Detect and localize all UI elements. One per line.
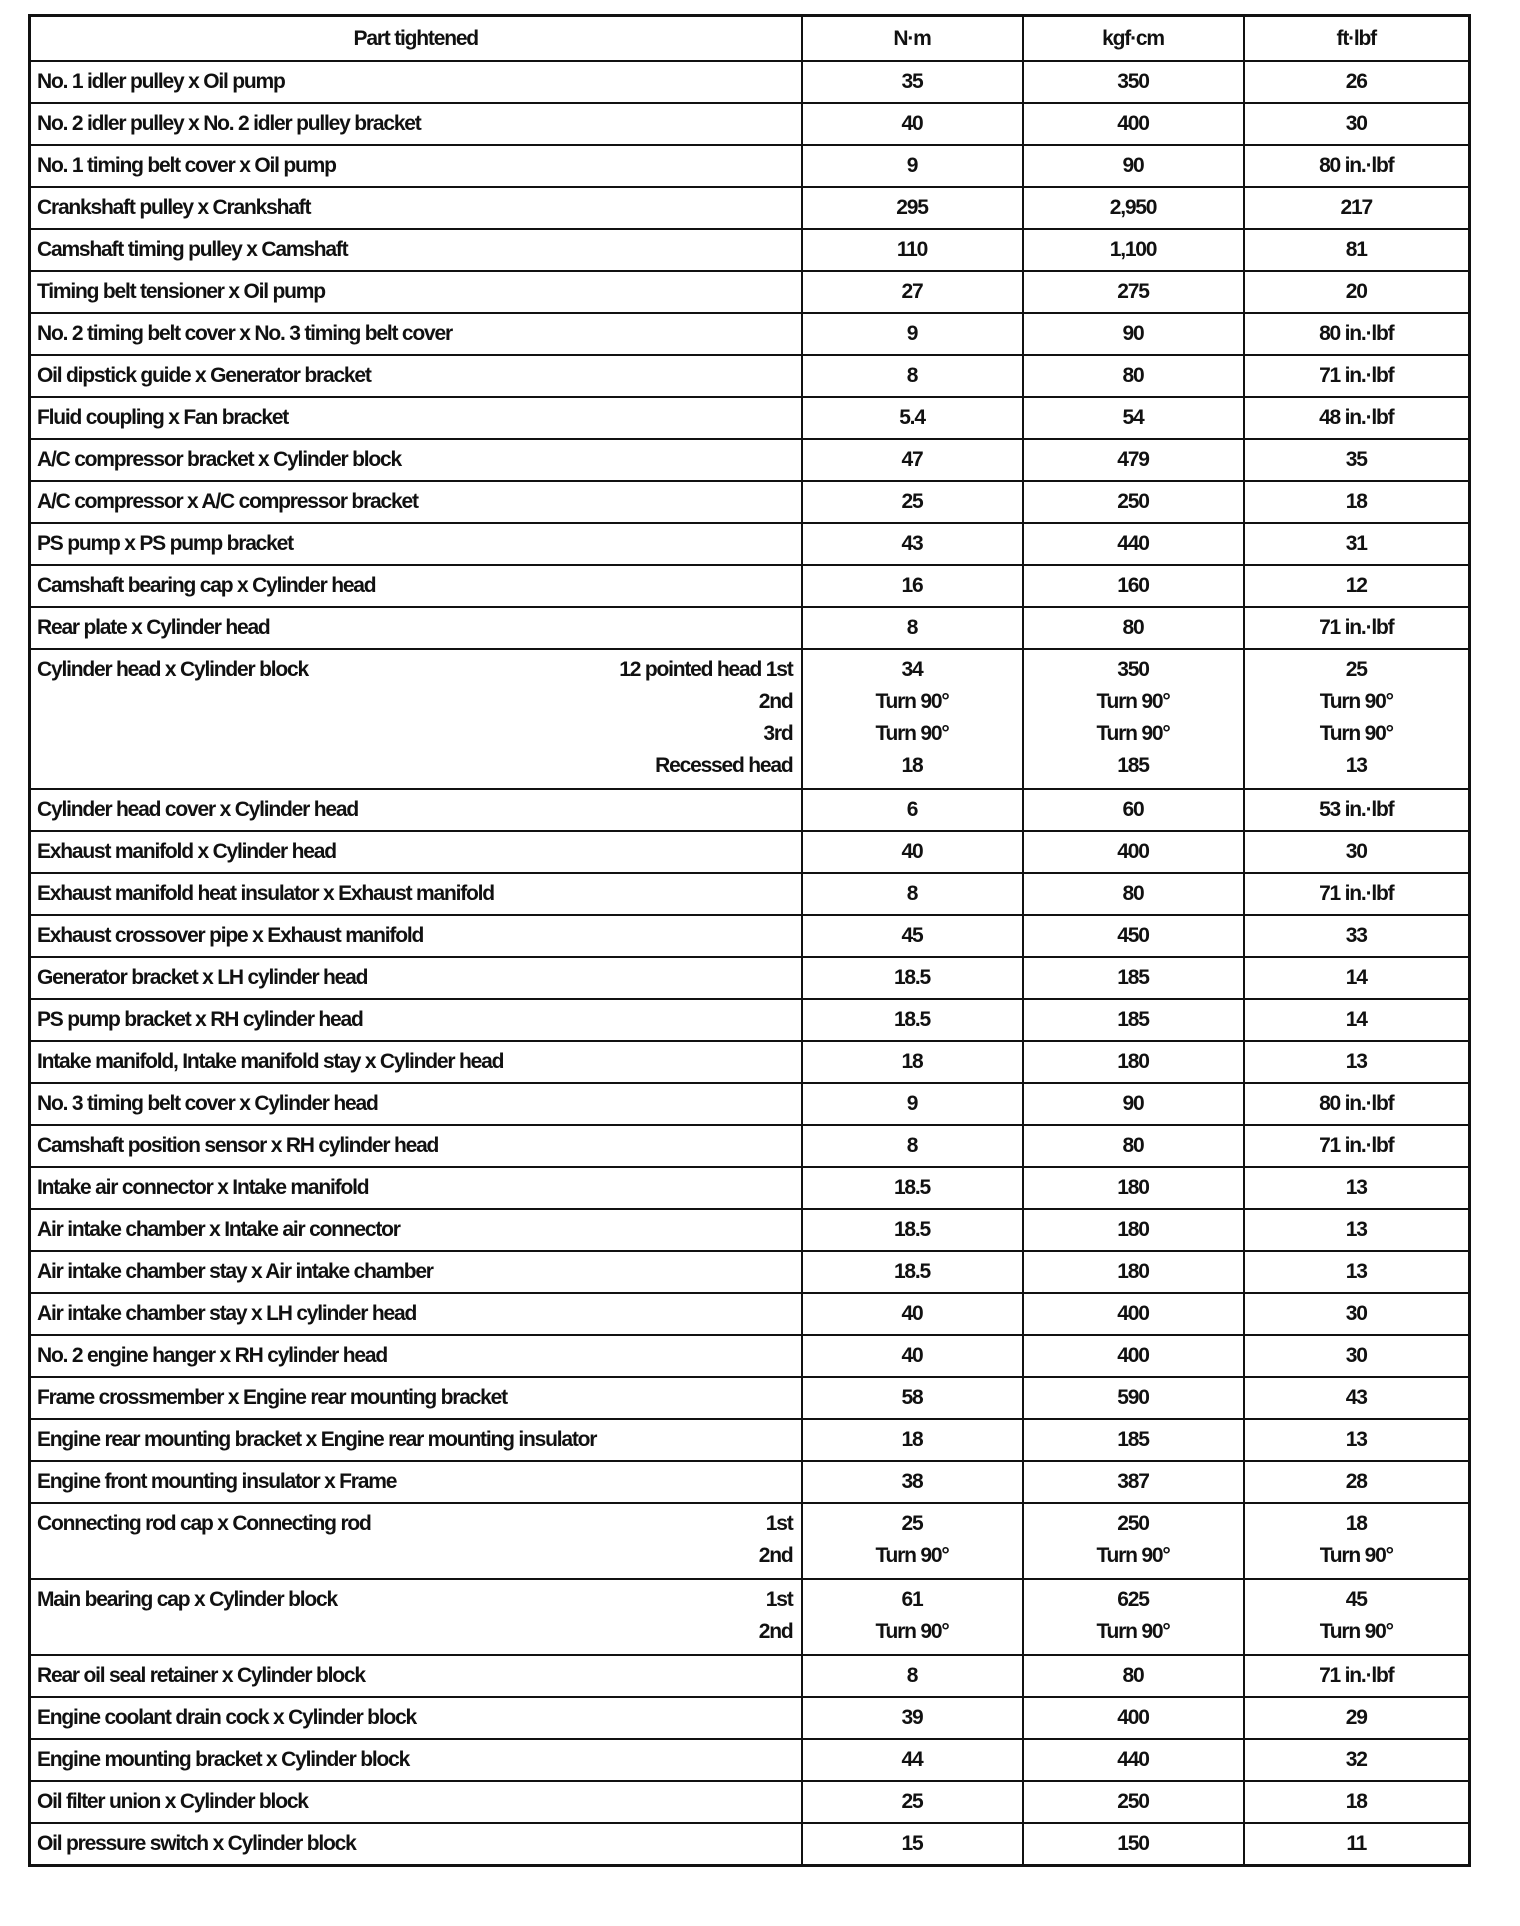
torque-ft-lbf-cell: 29: [1244, 1697, 1470, 1739]
torque-nm-cell: 47: [802, 439, 1023, 481]
torque-kgf-cm-cell: 80: [1023, 1125, 1244, 1167]
torque-ft-lbf-cell: 13: [1244, 1209, 1470, 1251]
torque-ft-lbf-cell: 31: [1244, 523, 1470, 565]
step-value: 13: [1345, 754, 1367, 777]
part-name: Connecting rod cap x Connecting rod: [37, 1512, 371, 1535]
torque-kgf-cm-cell: 80: [1023, 1655, 1244, 1697]
table-row: [30, 957, 1470, 999]
header-row: [30, 16, 1470, 62]
torque-nm-cell: 18.5: [802, 999, 1023, 1041]
part-tightened-cell: Rear plate x Cylinder head: [30, 607, 802, 649]
table-row: [30, 1461, 1470, 1503]
part-tightened-cell: Cylinder head cover x Cylinder head: [30, 789, 802, 831]
torque-kgf-cm-cell: 400: [1023, 1335, 1244, 1377]
torque-ft-lbf-cell: 28: [1244, 1461, 1470, 1503]
part-with-steps: [37, 1508, 801, 1572]
torque-nm-cell: 18: [802, 1041, 1023, 1083]
table-row: [30, 1377, 1470, 1419]
table-body: [30, 61, 1470, 1866]
table-row: [30, 1083, 1470, 1125]
step-value: Turn 90°: [875, 1544, 949, 1567]
torque-kgf-cm-cell: 400: [1023, 1697, 1244, 1739]
torque-ft-lbf-cell: 18: [1244, 1781, 1470, 1823]
table-row: [30, 1335, 1470, 1377]
step-value: Turn 90°: [1096, 722, 1170, 745]
part-tightened-cell: Timing belt tensioner x Oil pump: [30, 271, 802, 313]
table-row: [30, 61, 1470, 103]
part-tightened-cell: No. 2 idler pulley x No. 2 idler pulley bracket: [30, 103, 802, 145]
torque-nm-cell: 45: [802, 915, 1023, 957]
part-tightened-cell: Oil dipstick guide x Generator bracket: [30, 355, 802, 397]
step-value: Turn 90°: [875, 722, 949, 745]
torque-nm-cell: 25: [802, 481, 1023, 523]
torque-nm-cell: 9: [802, 145, 1023, 187]
torque-kgf-cm-cell: 250: [1023, 1781, 1244, 1823]
torque-ft-lbf-cell: 13: [1244, 1167, 1470, 1209]
torque-nm-cell: 43: [802, 523, 1023, 565]
torque-ft-lbf-cell: 12: [1244, 565, 1470, 607]
torque-kgf-cm-cell: 185: [1023, 1419, 1244, 1461]
part-tightened-cell: A/C compressor bracket x Cylinder block: [30, 439, 802, 481]
torque-nm-cell: 18.5: [802, 1167, 1023, 1209]
torque-kgf-cm-cell: 180: [1023, 1041, 1244, 1083]
torque-kgf-cm-cell: 80: [1023, 355, 1244, 397]
table-row: [30, 481, 1470, 523]
torque-ft-lbf-cell: 35: [1244, 439, 1470, 481]
table-row: [30, 649, 1470, 789]
table-row: [30, 789, 1470, 831]
torque-nm-cell: 110: [802, 229, 1023, 271]
part-tightened-cell: PS pump bracket x RH cylinder head: [30, 999, 802, 1041]
step-value: 61: [901, 1588, 923, 1611]
part-tightened-cell: PS pump x PS pump bracket: [30, 523, 802, 565]
torque-nm-cell: 18.5: [802, 957, 1023, 999]
part-tightened-cell: Engine front mounting insulator x Frame: [30, 1461, 802, 1503]
torque-nm-cell: 58: [802, 1377, 1023, 1419]
header-part-tightened: Part tightened: [30, 16, 802, 62]
torque-kgf-cm-cell: 400: [1023, 831, 1244, 873]
step-value: 34: [901, 658, 923, 681]
table-row: [30, 523, 1470, 565]
torque-nm-cell: 8: [802, 873, 1023, 915]
torque-nm-cell: 35: [802, 61, 1023, 103]
torque-kgf-cm-cell: 440: [1023, 1739, 1244, 1781]
header-ft-lbf: ft·lbf: [1244, 16, 1470, 62]
part-tightened-cell: No. 2 timing belt cover x No. 3 timing belt cover: [30, 313, 802, 355]
table-row: [30, 1209, 1470, 1251]
table-row: [30, 355, 1470, 397]
table-row: [30, 1251, 1470, 1293]
part-tightened-cell: Air intake chamber stay x Air intake chamber: [30, 1251, 802, 1293]
torque-kgf-cm-cell: 479: [1023, 439, 1244, 481]
table-row: [30, 187, 1470, 229]
torque-kgf-cm-cell: 250: [1023, 481, 1244, 523]
header-newton-meter: N·m: [802, 16, 1023, 62]
torque-ft-lbf-cell: 71 in.·lbf: [1244, 355, 1470, 397]
torque-kgf-cm-cell: 80: [1023, 873, 1244, 915]
table-row: [30, 1655, 1470, 1697]
torque-ft-lbf-cell: 217: [1244, 187, 1470, 229]
torque-nm-cell: 8: [802, 1655, 1023, 1697]
torque-ft-lbf-cell: 13: [1244, 1419, 1470, 1461]
step-value: 18: [1345, 1512, 1367, 1535]
table-row: [30, 313, 1470, 355]
torque-ft-lbf-cell: 43: [1244, 1377, 1470, 1419]
part-tightened-cell: No. 1 timing belt cover x Oil pump: [30, 145, 802, 187]
torque-ft-lbf-cell: 33: [1244, 915, 1470, 957]
part-tightened-cell: Rear oil seal retainer x Cylinder block: [30, 1655, 802, 1697]
torque-ft-lbf-cell: 30: [1244, 831, 1470, 873]
torque-ft-lbf-cell: 13: [1244, 1041, 1470, 1083]
torque-nm-cell: 8: [802, 355, 1023, 397]
torque-nm-cell: 27: [802, 271, 1023, 313]
torque-nm-cell: 25: [802, 1781, 1023, 1823]
step-value: Turn 90°: [1096, 1544, 1170, 1567]
part-with-steps: [37, 654, 801, 782]
table-row: [30, 1503, 1470, 1579]
torque-kgf-cm-cell: 180: [1023, 1167, 1244, 1209]
step-labels: [759, 1508, 793, 1572]
torque-nm-cell: 6: [802, 789, 1023, 831]
part-tightened-cell: Air intake chamber x Intake air connector: [30, 1209, 802, 1251]
part-tightened-cell: Oil pressure switch x Cylinder block: [30, 1823, 802, 1866]
torque-ft-lbf-cell: 30: [1244, 1293, 1470, 1335]
step-label: 1st: [765, 1588, 793, 1611]
torque-nm-cell: 40: [802, 103, 1023, 145]
torque-ft-lbf-cell: 20: [1244, 271, 1470, 313]
torque-kgf-cm-cell: 2,950: [1023, 187, 1244, 229]
part-tightened-cell: [30, 649, 802, 789]
torque-ft-lbf-cell: [1244, 1579, 1470, 1655]
torque-ft-lbf-cell: 71 in.·lbf: [1244, 1125, 1470, 1167]
step-value: 18: [901, 754, 923, 777]
torque-kgf-cm-cell: 90: [1023, 145, 1244, 187]
step-value: Turn 90°: [1096, 1620, 1170, 1643]
table-row: [30, 1041, 1470, 1083]
part-tightened-cell: A/C compressor x A/C compressor bracket: [30, 481, 802, 523]
torque-nm-cell: 38: [802, 1461, 1023, 1503]
part-with-steps: [37, 1584, 801, 1648]
torque-nm-cell: 8: [802, 607, 1023, 649]
torque-ft-lbf-cell: 81: [1244, 229, 1470, 271]
table-row: [30, 565, 1470, 607]
torque-kgf-cm-cell: [1023, 1503, 1244, 1579]
part-tightened-cell: Oil filter union x Cylinder block: [30, 1781, 802, 1823]
part-tightened-cell: Exhaust manifold x Cylinder head: [30, 831, 802, 873]
table-header: [30, 16, 1470, 62]
step-value: 185: [1117, 754, 1149, 777]
part-name: Main bearing cap x Cylinder block: [37, 1588, 337, 1611]
step-value: 45: [1345, 1588, 1367, 1611]
part-tightened-cell: Engine rear mounting bracket x Engine rear mounting insulator: [30, 1419, 802, 1461]
table-row: [30, 1579, 1470, 1655]
torque-ft-lbf-cell: 13: [1244, 1251, 1470, 1293]
table-row: [30, 1781, 1470, 1823]
torque-kgf-cm-cell: 150: [1023, 1823, 1244, 1866]
part-tightened-cell: Air intake chamber stay x LH cylinder head: [30, 1293, 802, 1335]
table-row: [30, 607, 1470, 649]
torque-spec-sheet: [28, 14, 1468, 1867]
torque-ft-lbf-cell: 71 in.·lbf: [1244, 1655, 1470, 1697]
step-label: 2nd: [758, 1544, 793, 1567]
table-row: [30, 1167, 1470, 1209]
torque-ft-lbf-cell: 26: [1244, 61, 1470, 103]
torque-kgf-cm-cell: 350: [1023, 61, 1244, 103]
torque-nm-cell: 18.5: [802, 1209, 1023, 1251]
step-value: Turn 90°: [1319, 722, 1393, 745]
torque-ft-lbf-cell: 18: [1244, 481, 1470, 523]
step-label: Recessed head: [655, 754, 793, 777]
torque-spec-table: [28, 14, 1471, 1867]
torque-kgf-cm-cell: 400: [1023, 103, 1244, 145]
table-row: [30, 103, 1470, 145]
torque-nm-cell: 9: [802, 1083, 1023, 1125]
table-row: [30, 999, 1470, 1041]
torque-ft-lbf-cell: 30: [1244, 1335, 1470, 1377]
torque-nm-cell: 39: [802, 1697, 1023, 1739]
torque-nm-cell: [802, 1503, 1023, 1579]
torque-nm-cell: 8: [802, 1125, 1023, 1167]
table-row: [30, 229, 1470, 271]
torque-ft-lbf-cell: 80 in.·lbf: [1244, 313, 1470, 355]
torque-kgf-cm-cell: 590: [1023, 1377, 1244, 1419]
torque-kgf-cm-cell: 185: [1023, 957, 1244, 999]
torque-kgf-cm-cell: 387: [1023, 1461, 1244, 1503]
part-tightened-cell: Exhaust manifold heat insulator x Exhaust manifold: [30, 873, 802, 915]
torque-ft-lbf-cell: 14: [1244, 957, 1470, 999]
step-value: Turn 90°: [1319, 1620, 1393, 1643]
torque-ft-lbf-cell: 80 in.·lbf: [1244, 1083, 1470, 1125]
torque-nm-cell: 295: [802, 187, 1023, 229]
step-label: 2nd: [758, 1620, 793, 1643]
torque-ft-lbf-cell: 80 in.·lbf: [1244, 145, 1470, 187]
torque-nm-cell: 40: [802, 831, 1023, 873]
part-tightened-cell: No. 3 timing belt cover x Cylinder head: [30, 1083, 802, 1125]
step-label: 1st: [765, 1512, 793, 1535]
part-tightened-cell: Engine mounting bracket x Cylinder block: [30, 1739, 802, 1781]
part-tightened-cell: Frame crossmember x Engine rear mounting bracket: [30, 1377, 802, 1419]
torque-ft-lbf-cell: 71 in.·lbf: [1244, 873, 1470, 915]
table-row: [30, 397, 1470, 439]
part-name: Cylinder head x Cylinder block: [37, 658, 308, 681]
table-row: [30, 1823, 1470, 1866]
torque-ft-lbf-cell: 53 in.·lbf: [1244, 789, 1470, 831]
torque-kgf-cm-cell: 185: [1023, 999, 1244, 1041]
torque-nm-cell: 40: [802, 1335, 1023, 1377]
table-row: [30, 1419, 1470, 1461]
step-value: 625: [1117, 1588, 1149, 1611]
torque-kgf-cm-cell: 1,100: [1023, 229, 1244, 271]
part-tightened-cell: [30, 1579, 802, 1655]
table-row: [30, 145, 1470, 187]
step-labels: [759, 1584, 793, 1648]
table-row: [30, 1739, 1470, 1781]
part-tightened-cell: Generator bracket x LH cylinder head: [30, 957, 802, 999]
step-value: 25: [901, 1512, 923, 1535]
part-tightened-cell: Camshaft timing pulley x Camshaft: [30, 229, 802, 271]
torque-ft-lbf-cell: 30: [1244, 103, 1470, 145]
step-label: 12 pointed head 1st: [619, 658, 793, 681]
torque-kgf-cm-cell: 180: [1023, 1251, 1244, 1293]
step-value: Turn 90°: [1319, 1544, 1393, 1567]
table-row: [30, 1125, 1470, 1167]
table-row: [30, 915, 1470, 957]
torque-ft-lbf-cell: 48 in.·lbf: [1244, 397, 1470, 439]
torque-ft-lbf-cell: 11: [1244, 1823, 1470, 1866]
torque-ft-lbf-cell: 71 in.·lbf: [1244, 607, 1470, 649]
torque-kgf-cm-cell: 60: [1023, 789, 1244, 831]
torque-nm-cell: [802, 1579, 1023, 1655]
torque-kgf-cm-cell: 160: [1023, 565, 1244, 607]
part-tightened-cell: Intake air connector x Intake manifold: [30, 1167, 802, 1209]
torque-nm-cell: 5.4: [802, 397, 1023, 439]
step-label: 2nd: [758, 690, 793, 713]
part-tightened-cell: [30, 1503, 802, 1579]
torque-ft-lbf-cell: [1244, 649, 1470, 789]
torque-nm-cell: 44: [802, 1739, 1023, 1781]
torque-nm-cell: 18.5: [802, 1251, 1023, 1293]
part-tightened-cell: Exhaust crossover pipe x Exhaust manifold: [30, 915, 802, 957]
torque-kgf-cm-cell: 80: [1023, 607, 1244, 649]
step-value: Turn 90°: [1096, 690, 1170, 713]
torque-nm-cell: 18: [802, 1419, 1023, 1461]
header-kgf-cm: kgf·cm: [1023, 16, 1244, 62]
torque-ft-lbf-cell: 14: [1244, 999, 1470, 1041]
table-row: [30, 1293, 1470, 1335]
part-tightened-cell: No. 1 idler pulley x Oil pump: [30, 61, 802, 103]
step-value: 350: [1117, 658, 1149, 681]
part-tightened-cell: Crankshaft pulley x Crankshaft: [30, 187, 802, 229]
torque-kgf-cm-cell: 450: [1023, 915, 1244, 957]
step-value: Turn 90°: [875, 690, 949, 713]
torque-kgf-cm-cell: [1023, 1579, 1244, 1655]
step-labels: [619, 654, 792, 782]
step-label: 3rd: [763, 722, 793, 745]
torque-kgf-cm-cell: 90: [1023, 313, 1244, 355]
torque-nm-cell: 40: [802, 1293, 1023, 1335]
part-tightened-cell: Engine coolant drain cock x Cylinder block: [30, 1697, 802, 1739]
part-tightened-cell: Fluid coupling x Fan bracket: [30, 397, 802, 439]
torque-nm-cell: 16: [802, 565, 1023, 607]
torque-kgf-cm-cell: 275: [1023, 271, 1244, 313]
part-tightened-cell: Intake manifold, Intake manifold stay x Cylinder head: [30, 1041, 802, 1083]
torque-ft-lbf-cell: [1244, 1503, 1470, 1579]
part-tightened-cell: No. 2 engine hanger x RH cylinder head: [30, 1335, 802, 1377]
table-row: [30, 873, 1470, 915]
torque-nm-cell: 15: [802, 1823, 1023, 1866]
torque-kgf-cm-cell: 90: [1023, 1083, 1244, 1125]
step-value: Turn 90°: [875, 1620, 949, 1643]
torque-kgf-cm-cell: 180: [1023, 1209, 1244, 1251]
torque-kgf-cm-cell: [1023, 649, 1244, 789]
step-value: 250: [1117, 1512, 1149, 1535]
step-value: 25: [1345, 658, 1367, 681]
part-tightened-cell: Camshaft bearing cap x Cylinder head: [30, 565, 802, 607]
table-row: [30, 1697, 1470, 1739]
torque-ft-lbf-cell: 32: [1244, 1739, 1470, 1781]
torque-nm-cell: [802, 649, 1023, 789]
table-row: [30, 439, 1470, 481]
table-row: [30, 271, 1470, 313]
torque-kgf-cm-cell: 54: [1023, 397, 1244, 439]
torque-kgf-cm-cell: 440: [1023, 523, 1244, 565]
torque-nm-cell: 9: [802, 313, 1023, 355]
step-value: Turn 90°: [1319, 690, 1393, 713]
torque-kgf-cm-cell: 400: [1023, 1293, 1244, 1335]
part-tightened-cell: Camshaft position sensor x RH cylinder head: [30, 1125, 802, 1167]
table-row: [30, 831, 1470, 873]
